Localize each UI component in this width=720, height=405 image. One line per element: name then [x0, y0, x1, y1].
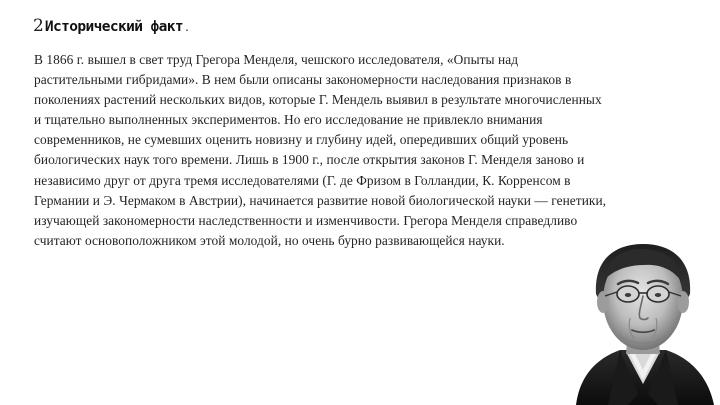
mendel-portrait [568, 234, 718, 405]
slide-heading [33, 16, 190, 44]
heading-number: 2 [33, 16, 44, 36]
paragraph-line: изучающей закономерности наследственности и изменчивости. Грегора Менделя справедливо [34, 212, 578, 228]
historical-fact-paragraph [34, 50, 694, 251]
paragraph-line: поколениях растений нескольких видов, которые Г. Мендель выявил в результате многочисленных [34, 92, 602, 108]
heading-title: Исторический факт [44, 19, 184, 35]
paragraph-line: считают основоположником этой молодой, но очень бурно развивающейся науки. [34, 232, 505, 248]
paragraph-line: современников, не сумевших оценить новизну и глубину идей, опередивших общий уровень [34, 132, 569, 148]
paragraph-line: В 1866 г. вышел в свет труд Грегора Менделя, чешского исследователя, «Опыты над [34, 52, 519, 67]
paragraph-line: и тщательно выполненных экспериментов. Но его исследование не привлекло внимания [34, 112, 543, 128]
paragraph-line: независимо друг от друга тремя исследователями (Г. де Фризом в Голландии, К. Корренсом в [34, 172, 571, 188]
paragraph-line: биологических наук того времени. Лишь в 1900 г., после открытия законов Г. Менделя заново и [34, 152, 585, 168]
paragraph-line: Германии и Э. Чермаком в Австрии), начинается развитие новой биологической науки — генетики, [34, 192, 607, 208]
heading-dot: . [184, 23, 191, 34]
paragraph-line: растительными гибридами». В нем были описаны закономерности наследования признаков в [34, 72, 572, 88]
